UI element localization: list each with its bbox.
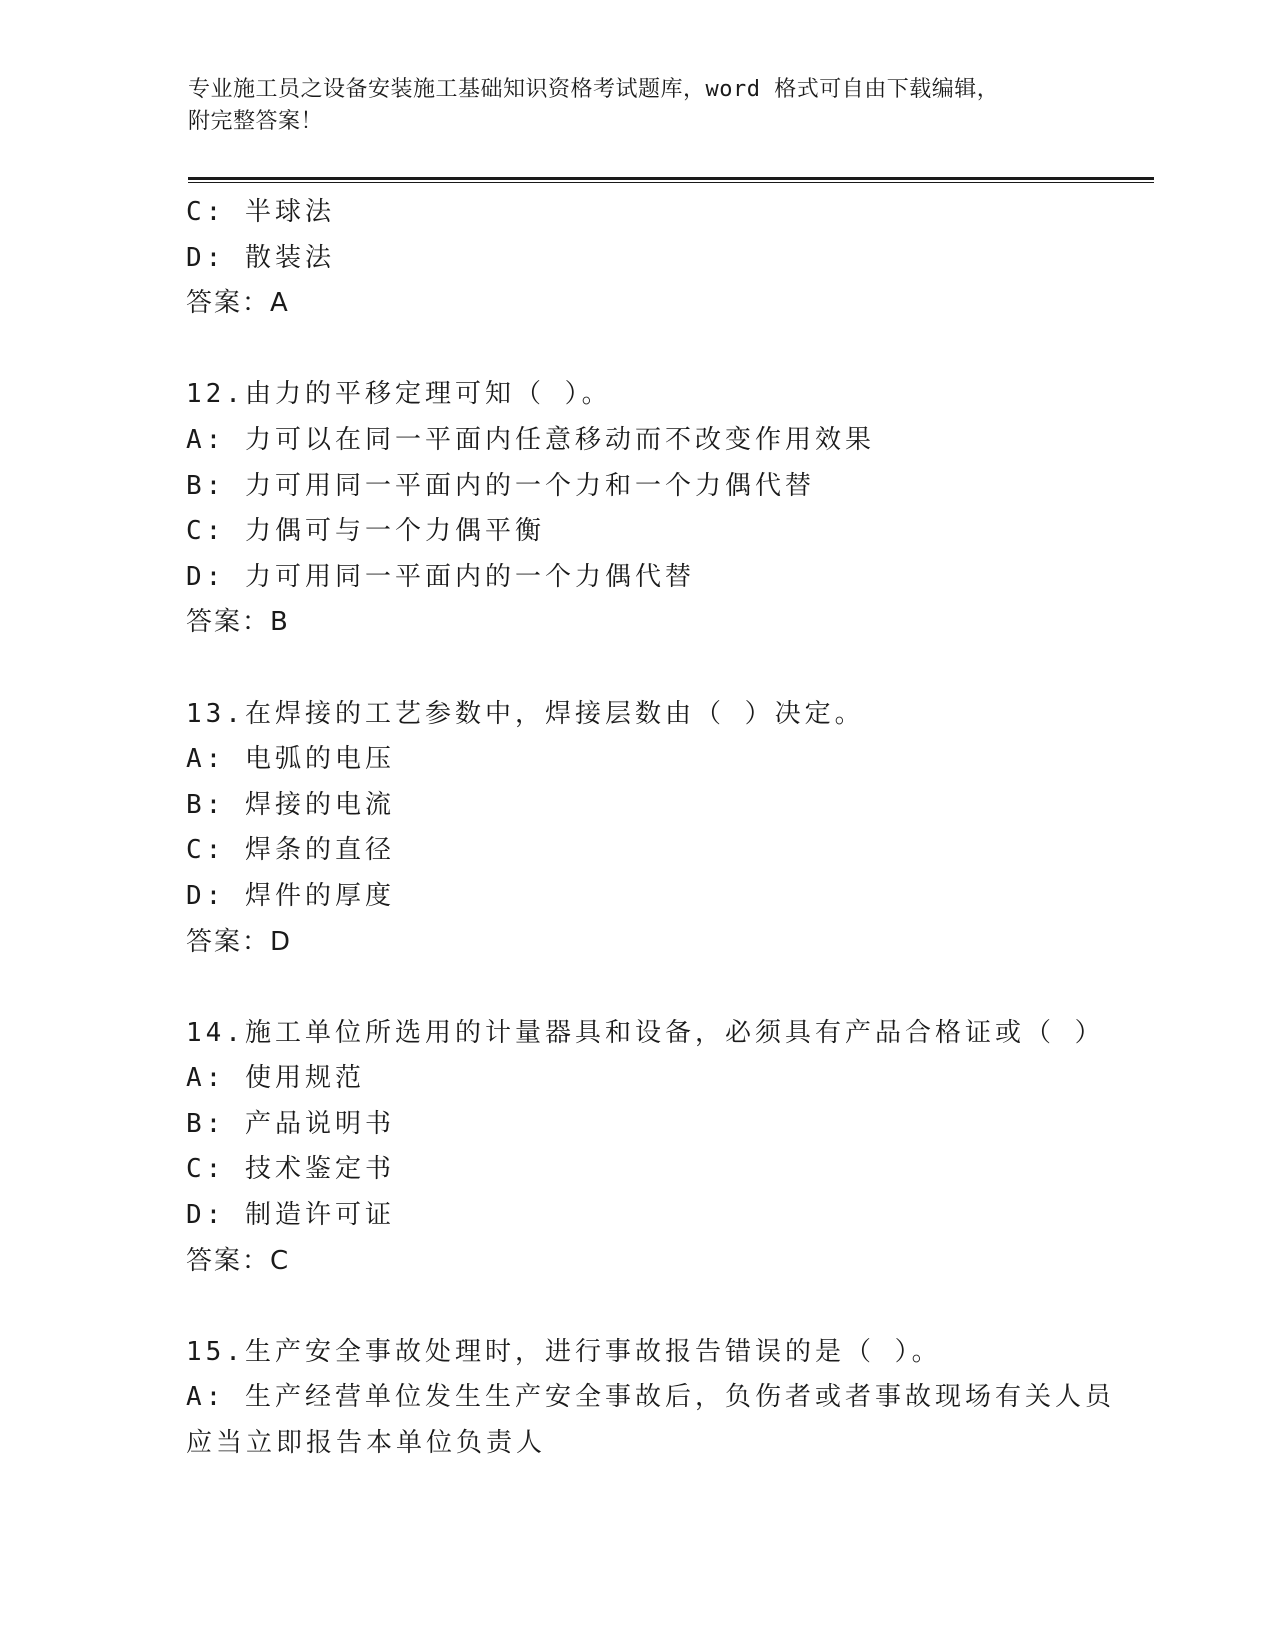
option-a-line-2: 应当立即报告本单位负责人	[186, 1428, 547, 1459]
option-c: C: 力偶可与一个力偶平衡	[186, 516, 545, 547]
question-15	[186, 1330, 1115, 1467]
option-a: A: 使用规范	[186, 1063, 365, 1094]
option-b: B: 焊接的电流	[186, 789, 395, 820]
spacer	[186, 965, 1086, 1011]
header-line-1: 专业施工员之设备安装施工基础知识资格考试题库，word 格式可自由下载编辑，	[188, 77, 1000, 102]
header-divider-thick	[188, 177, 1154, 180]
answer: 答案：C	[186, 1245, 291, 1276]
answer: 答案：A	[186, 288, 290, 319]
option-c: C: 焊条的直径	[186, 835, 395, 866]
option-a: A: 电弧的电压	[186, 744, 395, 775]
option-a: A: 力可以在同一平面内任意移动而不改变作用效果	[186, 424, 875, 455]
question-stem: 13.在焊接的工艺参数中，焊接层数由（ ）决定。	[186, 698, 865, 729]
question-14	[186, 1011, 1105, 1285]
option-a-line-1: A: 生产经营单位发生生产安全事故后，负伤者或者事故现场有关人员	[186, 1382, 1115, 1413]
question-13	[186, 692, 1086, 966]
question-12	[186, 372, 1086, 646]
document-header	[188, 74, 1068, 138]
answer: 答案：B	[186, 607, 290, 638]
header-divider-thin	[188, 182, 1154, 183]
question-stem: 14.施工单位所选用的计量器具和设备，必须具有产品合格证或（ ）	[186, 1017, 1105, 1048]
spacer	[186, 1284, 1086, 1330]
option-b: B: 产品说明书	[186, 1108, 395, 1139]
option-d: D: 制造许可证	[186, 1200, 395, 1231]
option-d: D: 力可用同一平面内的一个力偶代替	[186, 561, 695, 592]
question-11-tail	[186, 190, 1086, 327]
option-c: C: 半球法	[186, 197, 335, 227]
option-d: D: 散装法	[186, 242, 335, 273]
spacer	[186, 327, 1086, 373]
question-stem: 15.生产安全事故处理时，进行事故报告错误的是（ ）。	[186, 1336, 942, 1367]
question-list	[186, 190, 1115, 1467]
header-line-2: 附完整答案！	[188, 109, 324, 134]
question-stem: 12.由力的平移定理可知（ ）。	[186, 379, 612, 410]
option-d: D: 焊件的厚度	[186, 880, 395, 911]
spacer	[186, 646, 1086, 692]
answer: 答案：D	[186, 926, 293, 957]
option-c: C: 技术鉴定书	[186, 1154, 395, 1185]
option-b: B: 力可用同一平面内的一个力和一个力偶代替	[186, 470, 815, 501]
